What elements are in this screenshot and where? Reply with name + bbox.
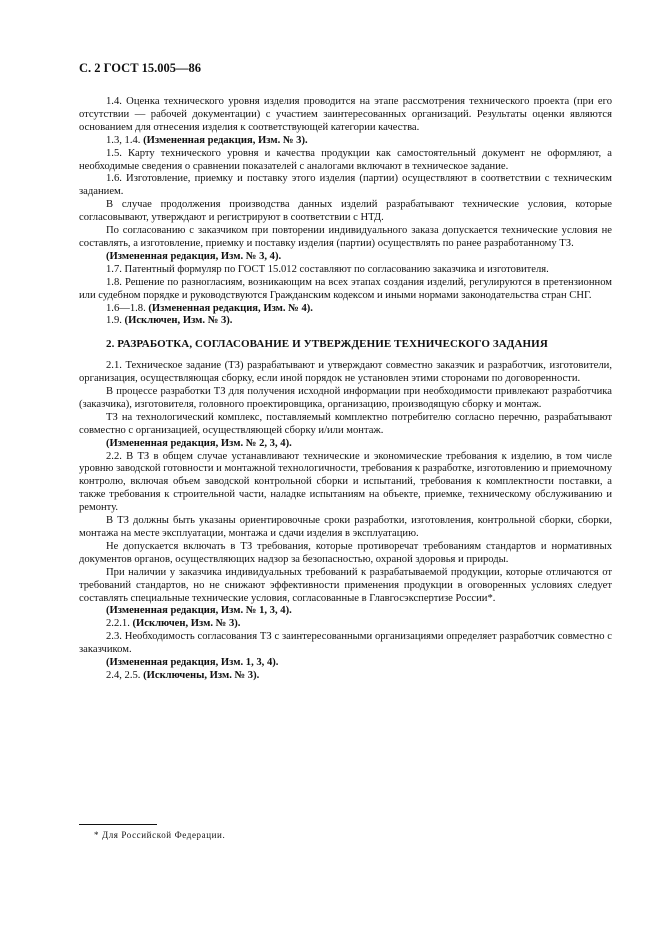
amendment-note: (Измененная редакция, Изм. № 2, 3, 4). — [106, 437, 292, 449]
document-body — [79, 96, 612, 683]
paragraph: По согласованию с заказчиком при повторении индивидуального заказа допускается технические условия не составлять, а изготовление, приемку и поставку изделия (партии) осуществлять по ранее разработанному ТЗ. — [79, 225, 612, 249]
paragraph: В процессе разработки ТЗ для получения исходной информации при необходимости привлекают разработчика (заказчика), изготовителя, головного проектировщика, организацию, производящую сборку и монтаж. — [79, 386, 612, 410]
page-header: С. 2 ГОСТ 15.005—86 — [79, 61, 202, 75]
paragraph-1-4: 1.4. Оценка технического уровня изделия проводится на этапе рассмотрения технического проекта (при его отсутствии — рабочей документации) с участием заинтересованных организаций. Результаты оценки являются основанием для отнесения изделия к соответствующей категории качества. — [79, 96, 612, 133]
paragraph-2-3: 2.3. Необходимость согласования ТЗ с заинтересованными организациями определяет разработчик совместно с заказчиком. — [79, 631, 612, 656]
amendment-note: 1.3, 1.4. (Измененная редакция, Изм. № 3). — [106, 134, 308, 146]
footnote-divider — [79, 824, 157, 825]
paragraph: При наличии у заказчика индивидуальных требований к разрабатываемой продукции, которые отличаются от требований стандартов, но не снижают эффективности применения продукции в оговоренных условиях следует составлять специальные технические условия, согласованные в Главгосэкспертизе России*. — [79, 566, 612, 604]
footnote: * Для Российской Федерации. — [94, 830, 226, 840]
paragraph: В ТЗ должны быть указаны ориентировочные сроки разработки, изготовления, контрольной сборки, сборки, монтажа на месте эксплуатации, монтажа и сдачи изделия в эксплуатацию. — [79, 515, 612, 539]
paragraph: ТЗ на технологический комплекс, поставляемый комплектно потребителю согласно перечню, разрабатывают совместно с организацией, осуществляющей сборку и/или монтаж. — [79, 411, 612, 436]
paragraph-2-2: 2.2. В ТЗ в общем случае устанавливают технические и экономические требования к изделию, в том числе уровню заводской готовности и монтажной технологичности, требования к разработке, изготовлению и приемочному контролю, включая объем заводской контрольной сборки и испытаний, требования к комплектности поставки, а также требования к строительной части, наладке испытаниям на объекте, приемке, техническому обслуживанию и ремонту. — [79, 450, 612, 514]
amendment-note: 2.2.1. (Исключен, Изм. № 3). — [106, 618, 241, 630]
amendment-note: (Измененная редакция, Изм. 1, 3, 4). — [106, 657, 279, 669]
amendment-note: (Измененная редакция, Изм. № 1, 3, 4). — [106, 605, 292, 617]
paragraph-2-1: 2.1. Техническое задание (ТЗ) разрабатывают и утверждают совместно заказчик и разработчик, изготовители, организация, осуществляющая сборку, если иной порядок не установлен этими сторонами по договоренности. — [79, 360, 612, 385]
amendment-note: 1.9. (Исключен, Изм. № 3). — [106, 315, 233, 327]
section-title: 2. РАЗРАБОТКА, СОГЛАСОВАНИЕ И УТВЕРЖДЕНИЕ ТЕХНИЧЕСКОГО ЗАДАНИЯ — [106, 338, 548, 351]
amendment-note: (Измененная редакция, Изм. № 3, 4). — [106, 250, 282, 262]
amendment-note: 1.6—1.8. (Измененная редакция, Изм. № 4). — [106, 302, 313, 314]
paragraph-1-8: 1.8. Решение по разногласиям, возникающим на всех этапах создания изделий, регулируются в претензионном или судебном порядке и руководствуются Гражданским кодексом и иными нормами законодательства стран СНГ. — [79, 276, 612, 301]
paragraph: В случае продолжения производства данных изделий разрабатывают технические условия, которые согласовывают, утверждают и регистрируют в соответствии с НТД. — [79, 199, 612, 224]
amendment-note: 2.4, 2.5. (Исключены, Изм. № 3). — [106, 669, 260, 681]
paragraph-1-7: 1.7. Патентный формуляр по ГОСТ 15.012 составляют по согласованию заказчика и изготовителя. — [106, 263, 549, 275]
paragraph-1-5: 1.5. Карту технического уровня и качества продукции как самостоятельный документ не оформляют, а необходимые сведения о сравнении показателей с аналогами включают в техническое задание. — [79, 147, 612, 172]
paragraph-1-6: 1.6. Изготовление, приемку и поставку этого изделия (партии) осуществляют в соответствии с техническим заданием. — [79, 173, 612, 198]
paragraph: Не допускается включать в ТЗ требования, которые противоречат требованиям стандартов и нормативных документов органов, осуществляющих надзор за безопасностью, охраной здоровья и природы. — [79, 540, 612, 565]
